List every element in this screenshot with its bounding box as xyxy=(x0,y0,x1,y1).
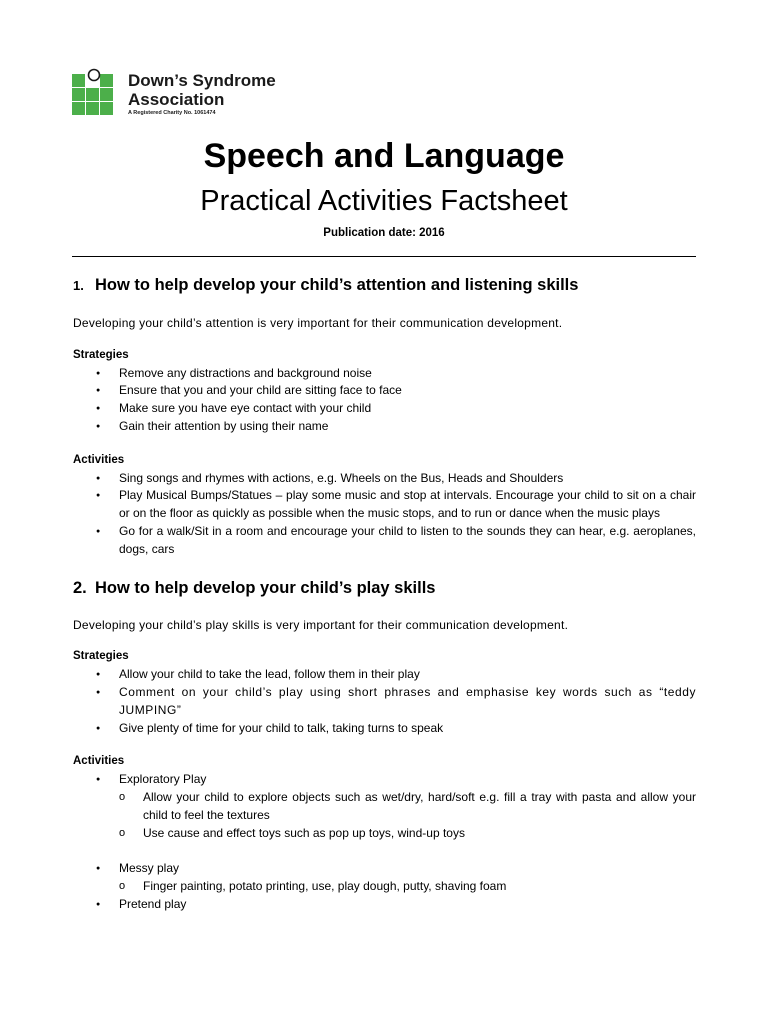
list-item: ● Comment on your child’s play using short phrases and emphasise key words such as “teddy JUMPING” xyxy=(73,684,696,720)
list-item: ● Allow your child to take the lead, follow them in their play xyxy=(73,666,696,684)
sub-list xyxy=(119,878,696,896)
list-item xyxy=(73,896,696,914)
list-item xyxy=(73,771,696,860)
dsa-logo-mark-icon xyxy=(72,68,118,116)
header-divider xyxy=(72,256,696,257)
section-2-heading xyxy=(73,577,696,599)
logo-name-line2: Association xyxy=(128,90,225,109)
section-2-number: 2. xyxy=(73,578,87,597)
section-2-strategies-list xyxy=(73,666,696,737)
list-item: ● Play Musical Bumps/Statues – play some music and stop at intervals. Encourage your child to sit on a chair or on the floor as quickly as possible when the music stops, and to run or dance when the music plays xyxy=(73,487,696,523)
section-1-title: How to help develop your child’s attention and listening skills xyxy=(95,276,579,294)
activity-label: Exploratory Play xyxy=(119,772,207,787)
factsheet-content xyxy=(73,274,696,914)
sub-list-item: o Allow your child to explore objects such as wet/dry, hard/soft e.g. fill a tray with pasta and allow your child to feel the textures xyxy=(119,789,696,825)
section-1-heading xyxy=(73,274,696,297)
activity-label: Messy play xyxy=(119,861,180,876)
section-1-strategies-label: Strategies xyxy=(73,348,129,361)
section-1-number: 1. xyxy=(73,278,84,293)
sub-list-item: o Finger painting, potato printing, use, play dough, putty, shaving foam xyxy=(119,878,696,896)
list-item: ● Sing songs and rhymes with actions, e.g. Wheels on the Bus, Heads and Shoulders xyxy=(73,470,696,488)
section-2-activities-label: Activities xyxy=(73,755,125,768)
dsa-logo xyxy=(72,68,312,120)
sub-list-item: o Use cause and effect toys such as pop up toys, wind-up toys xyxy=(119,825,696,843)
list-item xyxy=(73,860,696,896)
sub-list xyxy=(119,789,696,842)
logo-name-line1: Down’s Syndrome xyxy=(128,71,276,90)
section-2-intro: Developing your child’s play skills is very important for their communication development. xyxy=(73,617,569,632)
list-item: ● Make sure you have eye contact with your child xyxy=(73,400,696,418)
logo-charity-number: A Registered Charity No. 1061474 xyxy=(128,110,216,116)
page-subtitle: Practical Activities Factsheet xyxy=(200,185,568,217)
section-1-strategies-list xyxy=(73,365,696,436)
section-1-intro: Developing your child’s attention is very important for their communication development. xyxy=(73,316,563,330)
list-item: ● Ensure that you and your child are sitting face to face xyxy=(73,382,696,400)
section-1-activities-list xyxy=(73,470,696,559)
section-2-activities-list xyxy=(73,771,696,914)
section-2-title: How to help develop your child’s play skills xyxy=(95,578,436,597)
list-item: ● Gain their attention by using their name xyxy=(73,418,696,436)
list-item: ● Remove any distractions and background noise xyxy=(73,365,696,383)
page-title: Speech and Language xyxy=(203,137,565,175)
logo-wordmark xyxy=(128,71,276,109)
list-item: ● Go for a walk/Sit in a room and encourage your child to listen to the sounds they can hear, e.g. aeroplanes, dogs, cars xyxy=(73,523,696,559)
section-2-strategies-label: Strategies xyxy=(73,650,129,663)
activity-label: Pretend play xyxy=(119,896,187,911)
publication-date: Publication date: 2016 xyxy=(323,227,445,239)
section-1-activities-label: Activities xyxy=(73,453,125,466)
list-item: ● Give plenty of time for your child to talk, taking turns to speak xyxy=(73,720,696,738)
